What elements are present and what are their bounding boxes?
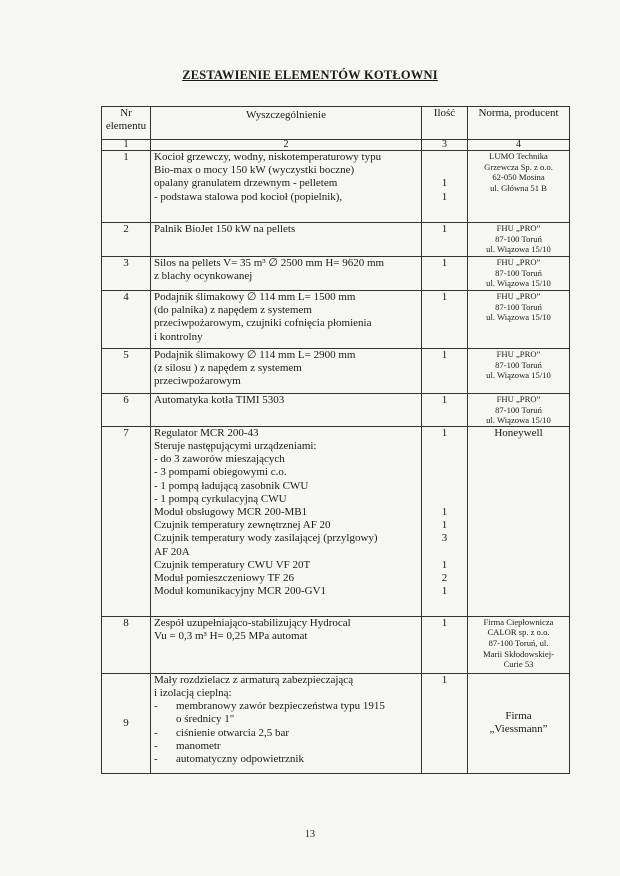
table-row (102, 616, 570, 673)
bullet-dash: - (154, 700, 158, 713)
row-quantity (422, 291, 468, 349)
page-title: ZESTAWIENIE ELEMENTÓW KOTŁOWNI (182, 68, 438, 82)
row-producer (468, 349, 570, 394)
description-line: Podajnik ślimakowy ∅ 114 mm L= 2900 mm (154, 349, 356, 361)
row-description (151, 426, 422, 616)
description-line: - 3 pompami obiegowymi c.o. (154, 466, 287, 479)
description-line: AF 20A (154, 545, 190, 558)
quantity-line: 1 (441, 585, 448, 598)
row-producer (468, 291, 570, 349)
column-number: 1 (102, 140, 151, 151)
producer-line: 87-100 Toruń (495, 359, 542, 370)
row-number: 1 (102, 151, 151, 223)
quantity-line: 2 (441, 571, 448, 584)
table-row (102, 257, 570, 291)
description-line: Palnik BioJet 150 kW na pellets (154, 223, 296, 235)
quantity-line: 1 (441, 558, 448, 571)
description-line: Automatyka kotła TIMI 5303 (154, 394, 285, 406)
page-number: 13 (305, 829, 315, 840)
quantity-line: 1 (441, 519, 448, 532)
table-row (102, 349, 570, 394)
producer-line: 87-100 Toruń, ul. (488, 637, 549, 648)
description-line: Podajnik ślimakowy ∅ 114 mm L= 1500 mm (154, 291, 356, 303)
description-line: Czujnik temperatury zewnętrznej AF 20 (154, 519, 331, 532)
bullet-text: o średnicy 1" (176, 713, 235, 726)
bullet-item (154, 700, 418, 713)
row-description (151, 291, 422, 349)
bullet-dash: - (154, 739, 158, 752)
producer-line: ul. Wiązowa 15/10 (486, 415, 551, 426)
table-row (102, 223, 570, 257)
producer-line: FHU „PRO” (496, 257, 541, 267)
quantity-line (425, 480, 464, 493)
producer-line: FHU „PRO” (496, 349, 541, 359)
producer-line: 87-100 Toruń (495, 233, 542, 244)
bullet-item (154, 740, 418, 753)
producer-line: FHU „PRO” (496, 291, 541, 301)
table-body (102, 151, 570, 774)
header-nr: Nr elementu (102, 107, 151, 140)
description-line: przeciwpożarowym (154, 375, 241, 388)
description-line: przeciwpożarowym, czujniki cofnięcia płomienia (154, 317, 372, 330)
row-number: 5 (102, 349, 151, 394)
description-line: - podstawa stalowa pod kocioł (popielnik), (154, 190, 343, 203)
table-row (102, 394, 570, 427)
producer-line: Marii Skłodowskiej- (483, 648, 554, 659)
description-line: Kocioł grzewczy, wodny, niskotemperaturowy typu (154, 151, 382, 163)
quantity-line: 1 (441, 394, 448, 406)
bullet-dash: - (154, 753, 158, 765)
row-producer (468, 223, 570, 257)
quantity-line: 1 (441, 223, 448, 235)
producer-line: FHU „PRO” (496, 394, 541, 404)
quantity-line: 1 (441, 426, 448, 439)
quantity-line (425, 440, 464, 453)
quantity-line (425, 493, 464, 506)
quantity-line: 1 (441, 177, 448, 190)
table-row (102, 673, 570, 773)
quantity-line (425, 453, 464, 466)
column-number: 2 (151, 140, 422, 151)
row-quantity (422, 394, 468, 427)
components-table (101, 106, 570, 774)
row-number: 3 (102, 257, 151, 291)
producer-line: 87-100 Toruń (495, 404, 542, 415)
description-line: (z silosu ) z napędem z systemem (154, 362, 302, 375)
quantity-line (425, 545, 464, 558)
bullet-text: manometr (176, 739, 221, 752)
description-line: i kontrolny (154, 330, 203, 343)
producer-line: ul. Wiązowa 15/10 (486, 312, 551, 323)
description-line: Zespół uzupełniająco-stabilizujący Hydrocal (154, 616, 351, 629)
row-quantity (422, 673, 468, 773)
row-producer (468, 616, 570, 673)
producer-line: Firma Ciepłownicza (483, 616, 554, 627)
description-line: Czujnik temperatury CWU VF 20T (154, 558, 311, 571)
bullet-item (154, 713, 418, 726)
quantity-line (425, 466, 464, 479)
producer-line: LUMO Technika (489, 151, 548, 161)
row-producer (468, 426, 570, 616)
producer-line: ul. Wiązowa 15/10 (486, 370, 551, 381)
description-line: Steruje następującymi urządzeniami: (154, 439, 317, 452)
producer-line: FHU „PRO” (496, 223, 541, 233)
producer-line: 87-100 Toruń (495, 267, 542, 278)
row-producer (468, 394, 570, 427)
description-line: Mały rozdzielacz z armaturą zabezpieczającą (154, 673, 354, 686)
table-row (102, 151, 570, 223)
column-number: 4 (468, 140, 570, 151)
header-norm: Norma, producent (468, 107, 570, 140)
quantity-line: 1 (441, 673, 448, 686)
description-line: - do 3 zaworów mieszających (154, 453, 285, 466)
bullet-text: ciśnienie otwarcia 2,5 bar (176, 726, 290, 739)
column-number: 3 (422, 140, 468, 151)
row-number: 2 (102, 223, 151, 257)
bullet-dash: - (154, 726, 158, 739)
description-line: - 1 pompą ładującą zasobnik CWU (154, 479, 309, 492)
quantity-line: 1 (441, 616, 448, 629)
description-line: Moduł komunikacyjny MCR 200-GV1 (154, 585, 327, 598)
row-number: 8 (102, 616, 151, 673)
column-number-row (102, 140, 570, 151)
table-row (102, 291, 570, 349)
quantity-line: 1 (441, 257, 448, 269)
description-line: opalany granulatem drzewnym - pelletem (154, 177, 338, 190)
bullet-text: automatyczny odpowietrznik (176, 753, 304, 765)
table-header-row (102, 107, 570, 140)
producer-line: Firma (505, 709, 532, 722)
producer-line: „Viessmann” (489, 723, 548, 736)
row-description (151, 673, 422, 773)
description-line: Silos na pellets V= 35 m³ ∅ 2500 mm H= 9620 mm (154, 257, 385, 269)
producer-line: Honeywell (494, 426, 543, 439)
row-number: 4 (102, 291, 151, 349)
row-quantity (422, 223, 468, 257)
row-number: 7 (102, 426, 151, 616)
bullet-text: membranowy zawór bezpieczeństwa typu 1915 (176, 700, 385, 713)
producer-line: CALOR sp. z o.o. (487, 627, 550, 638)
row-description (151, 223, 422, 257)
row-quantity (422, 426, 468, 616)
producer-line: Curie 53 (503, 659, 534, 670)
producer-line: ul. Główna 51 B (490, 182, 547, 193)
producer-line: ul. Wiązowa 15/10 (486, 244, 551, 255)
producer-line: ul. Wiązowa 15/10 (486, 278, 551, 289)
description-line: z blachy ocynkowanej (154, 270, 253, 283)
description-line: Czujnik temperatury wody zasilającej (przylgowy) (154, 532, 378, 545)
description-line: Vu = 0,3 m³ H= 0,25 MPa automat (154, 629, 308, 642)
table-row (102, 426, 570, 616)
quantity-line: 1 (441, 505, 448, 518)
row-description (151, 616, 422, 673)
header-qty: Ilość (422, 107, 468, 140)
quantity-line (425, 151, 464, 164)
producer-line: 87-100 Toruń (495, 301, 542, 312)
row-description (151, 394, 422, 427)
row-quantity (422, 151, 468, 223)
bullet-item (154, 753, 418, 766)
quantity-line: 1 (441, 291, 448, 303)
producer-line: 62-050 Mosina (492, 172, 545, 183)
description-line: Bio-max o mocy 150 kW (wyczystki boczne) (154, 164, 355, 177)
quantity-line: 1 (441, 349, 448, 361)
row-number: 9 (102, 673, 151, 773)
description-line: Regulator MCR 200-43 (154, 426, 259, 439)
row-description (151, 349, 422, 394)
description-line: Moduł obsługowy MCR 200-MB1 (154, 506, 308, 518)
description-line: i izolacją cieplną: (154, 686, 232, 699)
description-line: Moduł pomieszczeniowy TF 26 (154, 572, 295, 585)
row-quantity (422, 257, 468, 291)
producer-line: Grzewcza Sp. z o.o. (484, 161, 553, 172)
row-quantity (422, 349, 468, 394)
row-quantity (422, 616, 468, 673)
quantity-line (425, 164, 464, 177)
row-description (151, 151, 422, 223)
row-description (151, 257, 422, 291)
header-name: Wyszczególnienie (151, 107, 422, 140)
bullet-item (154, 727, 418, 740)
row-producer (468, 257, 570, 291)
row-producer (468, 673, 570, 773)
quantity-line: 1 (441, 190, 448, 203)
row-number: 6 (102, 394, 151, 427)
description-line: - 1 pompą cyrkulacyjną CWU (154, 492, 287, 505)
description-line: (do palnika) z napędem z systemem (154, 304, 312, 317)
row-producer (468, 151, 570, 223)
quantity-line: 3 (441, 532, 448, 545)
